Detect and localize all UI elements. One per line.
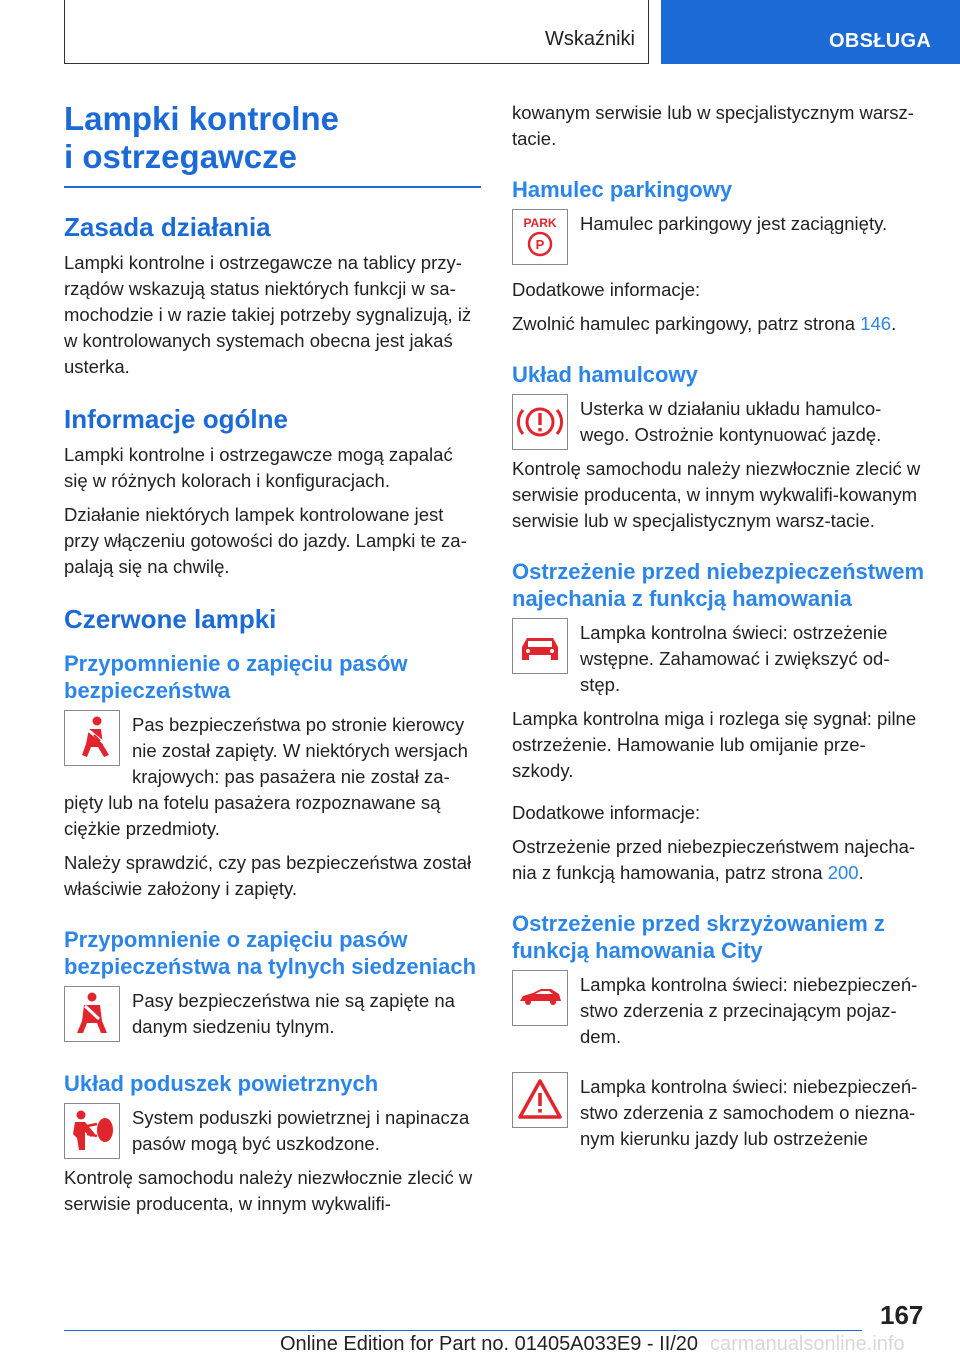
heading-czerwone: Czerwone lampki	[64, 603, 277, 634]
airbag-warning-icon	[64, 1103, 120, 1159]
paragraph: System poduszki powietrznej i napinacza pasów mogą być uszkodzone.	[132, 1106, 470, 1154]
paragraph: Dodatkowe informacje:	[512, 802, 701, 823]
right-column	[512, 100, 926, 1152]
paragraph: Lampka kontrolna świeci: niebezpieczeń-stwo zderzenia z samochodem o niezna-nym kierunku jazdy lub ostrzeżenie	[580, 1076, 918, 1149]
airbag-block	[64, 1097, 480, 1217]
paragraph: Pas bezpieczeństwa po stronie kierowcy nie został zapięty. W niektórych wersjach krajowych: pas pasażera nie został za-pięty lub na fotelu pasażera rozpoznawane są ciężkie przedmioty.	[64, 713, 468, 839]
svg-text:P: P	[535, 237, 545, 252]
header-section-label: Wskaźniki	[544, 28, 635, 50]
paragraph: Lampka kontrolna miga i rozlega się sygnał: pilne ostrzeżenie. Hamowanie lub omijanie prze-szkody.	[512, 708, 917, 781]
edition-text: Online Edition for Part no. 01405A033E9 - II/20	[280, 1333, 699, 1355]
paragraph: Hamulec parkingowy jest zaciągnięty.	[580, 213, 888, 234]
page-title: Lampki kontrolne i ostrzegawcze	[64, 100, 340, 175]
cross-traffic-warning-icon	[512, 970, 568, 1026]
heading-zasada: Zasada działania	[64, 211, 271, 242]
paragraph-continued: kowanym serwisie lub w specjalistycznym warsz-tacie.	[512, 102, 914, 149]
parking-brake-icon	[512, 209, 568, 265]
front-collision-warning-icon	[512, 618, 568, 674]
left-column	[64, 100, 480, 1217]
footer-divider	[64, 1330, 862, 1331]
paragraph: Pasy bezpieczeństwa nie są zapięte na danym siedzeniu tylnym.	[132, 989, 455, 1037]
svg-text:PARK: PARK	[523, 216, 557, 230]
heading-brake-system: Układ hamulcowy	[512, 362, 698, 387]
heading-front-collision: Ostrzeżenie przed niebezpieczeństwem najechania z funkcją hamowania	[512, 559, 925, 611]
front-collision-block	[512, 612, 926, 698]
seatbelt-warning-icon	[64, 710, 120, 766]
heading-seatbelt: Przypomnienie o zapięciu pasów bezpieczeństwa	[64, 650, 408, 703]
cross-traffic-block	[512, 964, 926, 1050]
parking-brake-block	[512, 203, 926, 269]
paragraph: Lampki kontrolne i ostrzegawcze mogą zapalać się w różnych kolorach i konfiguracjach.	[64, 443, 453, 491]
rear-seatbelt-warning-icon	[64, 986, 120, 1042]
heading-rear-seatbelt: Przypomnienie o zapięciu pasów bezpieczeństwa na tylnych siedzeniach	[64, 926, 477, 979]
paragraph: Kontrolę samochodu należy niezwłocznie zlecić w serwisie producenta, w innym wykwalifi-kowanym serwisie lub w specjalistycznym warsz-tacie.	[512, 458, 921, 531]
page-link-200[interactable]: 200	[827, 862, 859, 883]
paragraph: Lampka kontrolna świeci: niebezpieczeń-stwo zderzenia z przecinającym pojaz-dem.	[580, 974, 918, 1047]
seatbelt-block	[64, 704, 480, 842]
brake-system-icon	[512, 394, 568, 450]
watermark: carmanualsonline.info	[710, 1333, 905, 1355]
page-number: 167	[880, 1300, 924, 1330]
paragraph: Kontrolę samochodu należy niezwłocznie zlecić w serwisie producenta, w innym wykwalifi-	[64, 1166, 473, 1214]
heading-informacje: Informacje ogólne	[64, 403, 288, 434]
paragraph: Lampka kontrolna świeci: ostrzeżenie wstępne. Zahamować i zwiększyć od-stęp.	[580, 622, 890, 695]
title-divider	[64, 186, 481, 188]
heading-airbag: Układ poduszek powietrznych	[64, 1070, 379, 1096]
paragraph: Należy sprawdzić, czy pas bezpieczeństwa został właściwie założony i zapięty.	[64, 851, 472, 899]
paragraph-reference: Zwolnić hamulec parkingowy, patrz strona 146.	[512, 313, 897, 334]
paragraph: Dodatkowe informacje:	[512, 279, 701, 300]
paragraph: Usterka w działaniu układu hamulco-wego. Ostrożnie kontynuować jazdę.	[580, 398, 882, 445]
page-link-146[interactable]: 146	[860, 313, 892, 334]
paragraph: Działanie niektórych lampek kontrolowane jest przy włączeniu gotowości do jazdy. Lampki te za-palają się na chwilę.	[64, 503, 467, 577]
rear-seatbelt-block	[64, 980, 480, 1046]
warning-triangle-block	[512, 1066, 926, 1152]
warning-triangle-icon	[512, 1072, 568, 1128]
header-tab[interactable]: OBSŁUGA	[661, 0, 960, 64]
heading-cross-traffic: Ostrzeżenie przed skrzyżowaniem z funkcją hamowania City	[512, 911, 885, 963]
heading-parking-brake: Hamulec parkingowy	[512, 177, 733, 202]
paragraph: Lampki kontrolne i ostrzegawcze na tablicy przy-rządów wskazują status niektórych funkcji w sa-mochodzie i w razie takiej potrzeby sygnalizują, iż w kontrolowanych systemach obecna jest jakaś usterka.	[64, 251, 472, 377]
paragraph-reference: Ostrzeżenie przed niebezpieczeństwem najecha-nia z funkcją hamowania, patrz strona 200.	[512, 836, 916, 883]
brake-system-block	[512, 388, 926, 534]
